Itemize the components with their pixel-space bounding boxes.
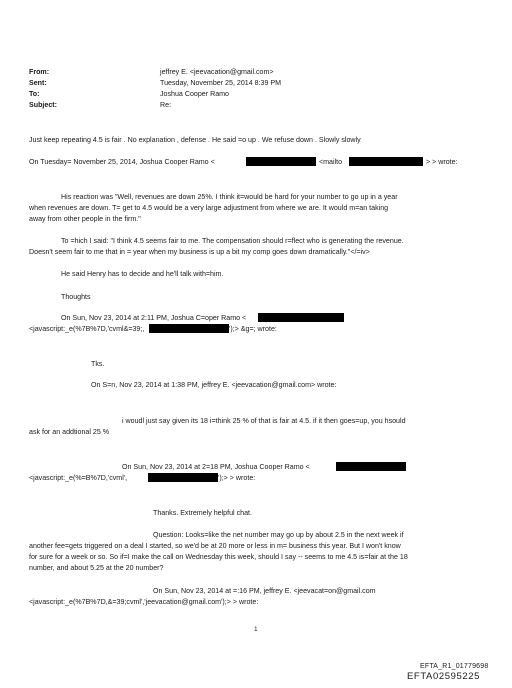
quote-3: On S=n, Nov 23, 2014 at 1:38 PM, jeffrey E. <jeevacation@gmail.com> wrote: bbox=[91, 381, 337, 389]
paragraph-5-line-1: i woudl just say given its 18 i=think 25 % of that is fair at 4.5. if it then goes=up, you hsould bbox=[122, 417, 406, 425]
to-label: To: bbox=[29, 90, 40, 98]
footer-id-2: EFTA02595225 bbox=[407, 671, 481, 682]
redaction-box bbox=[258, 313, 344, 322]
paragraph-3: He said Henry has to decide and he'll talk with=him. bbox=[61, 270, 224, 278]
quote-1-start: On Tuesday= November 25, 2014, Joshua Cooper Ramo < bbox=[29, 158, 215, 166]
paragraph-2-line-1: To =hich I said: "I think 4.5 seems fair to me. The compensation should r=flect who is generating the revenue. bbox=[61, 237, 404, 245]
quote-4-end: ');> > wrote: bbox=[218, 474, 256, 482]
subject-value: Re: bbox=[160, 101, 172, 109]
paragraph-7-line-4: number, and about 5.25 at the 20 number? bbox=[29, 564, 164, 572]
quote-5-line-1: On Sun, Nov 23, 2014 at =:16 PM, jeffrey E. <jeevacat=on@gmail.com bbox=[153, 587, 376, 595]
redaction-box bbox=[149, 324, 229, 333]
from-value: jeffrey E. <jeevacation@gmail.com> bbox=[160, 68, 274, 76]
quote-2-start: On Sun, Nov 23, 2014 at 2:11 PM, Joshua C=oper Ramo < bbox=[61, 314, 247, 322]
quote-2-javascript: <javascript:_e(%7B%7D,'cvml&=39;, bbox=[29, 325, 145, 333]
paragraph-1-line-3: away from other people in the firm." bbox=[29, 215, 141, 223]
quote-1-end: > > wrote: bbox=[426, 158, 458, 166]
from-label: From: bbox=[29, 68, 50, 76]
redaction-box bbox=[349, 157, 423, 166]
subject-label: Subject: bbox=[29, 101, 57, 109]
page-number: 1 bbox=[254, 626, 258, 633]
redaction-box bbox=[336, 462, 406, 471]
paragraph-7-line-3: for sure for a week or so. So if=I make the call on Wednesday this week, should I say -- seems to me 4.5 is=fair at the 18 bbox=[29, 553, 408, 561]
paragraph-2-line-2: Doesn't seem fair to me that in = year when my business is up a bit my comp goes down dramatically."</=iv> bbox=[29, 248, 370, 256]
paragraph-1-line-2: when revenues are down. T= get to 4.5 would be a very large adjustment from where we are. It would m=an taking bbox=[29, 204, 389, 212]
quote-2-end: ');> &g=; wrote: bbox=[229, 325, 277, 333]
paragraph-1-line-1: His reaction was "Well, revenues are down 25%. I think it=would be hard for your number to go up in a year bbox=[61, 193, 398, 201]
quote-4-javascript: <javascript:_e(%=B%7D,'cvml', bbox=[29, 474, 128, 482]
footer-id-1: EFTA_R1_01779698 bbox=[420, 663, 489, 670]
paragraph-tks: Tks. bbox=[91, 360, 105, 368]
sent-value: Tuesday, November 25, 2014 8:39 PM bbox=[160, 79, 282, 87]
paragraph-4: Thoughts bbox=[61, 293, 91, 301]
body-line-1: Just keep repeating 4.5 is fair . No explanation , defense . He said =o up . We refuse down . Slowly slowly bbox=[29, 136, 361, 144]
paragraph-7-line-1: Question: Looks=like the net number may go up by about 2.5 in the next week if bbox=[153, 531, 404, 539]
to-value: Joshua Cooper Ramo bbox=[160, 90, 230, 98]
paragraph-5-line-2: ask for an addtional 25 % bbox=[29, 428, 110, 436]
paragraph-6: Thanks. Extremely helpful chat. bbox=[153, 509, 252, 517]
redaction-box bbox=[148, 473, 218, 482]
quote-5-line-2: <javascript:_e(%7B%7D,&=39;cvml','jeevacation@gmail.com');> > wrote: bbox=[29, 598, 259, 606]
quote-4-start: On Sun, Nov 23, 2014 at 2=18 PM, Joshua Cooper Ramo < bbox=[122, 463, 310, 471]
redaction-box bbox=[246, 157, 316, 166]
quote-1-mailto: <mailto bbox=[319, 158, 343, 166]
sent-label: Sent: bbox=[29, 79, 47, 87]
paragraph-7-line-2: another fee=gets triggered on a deal I started, so we'd be at 20 more or less in m= business this year. But I won't know bbox=[29, 542, 401, 550]
